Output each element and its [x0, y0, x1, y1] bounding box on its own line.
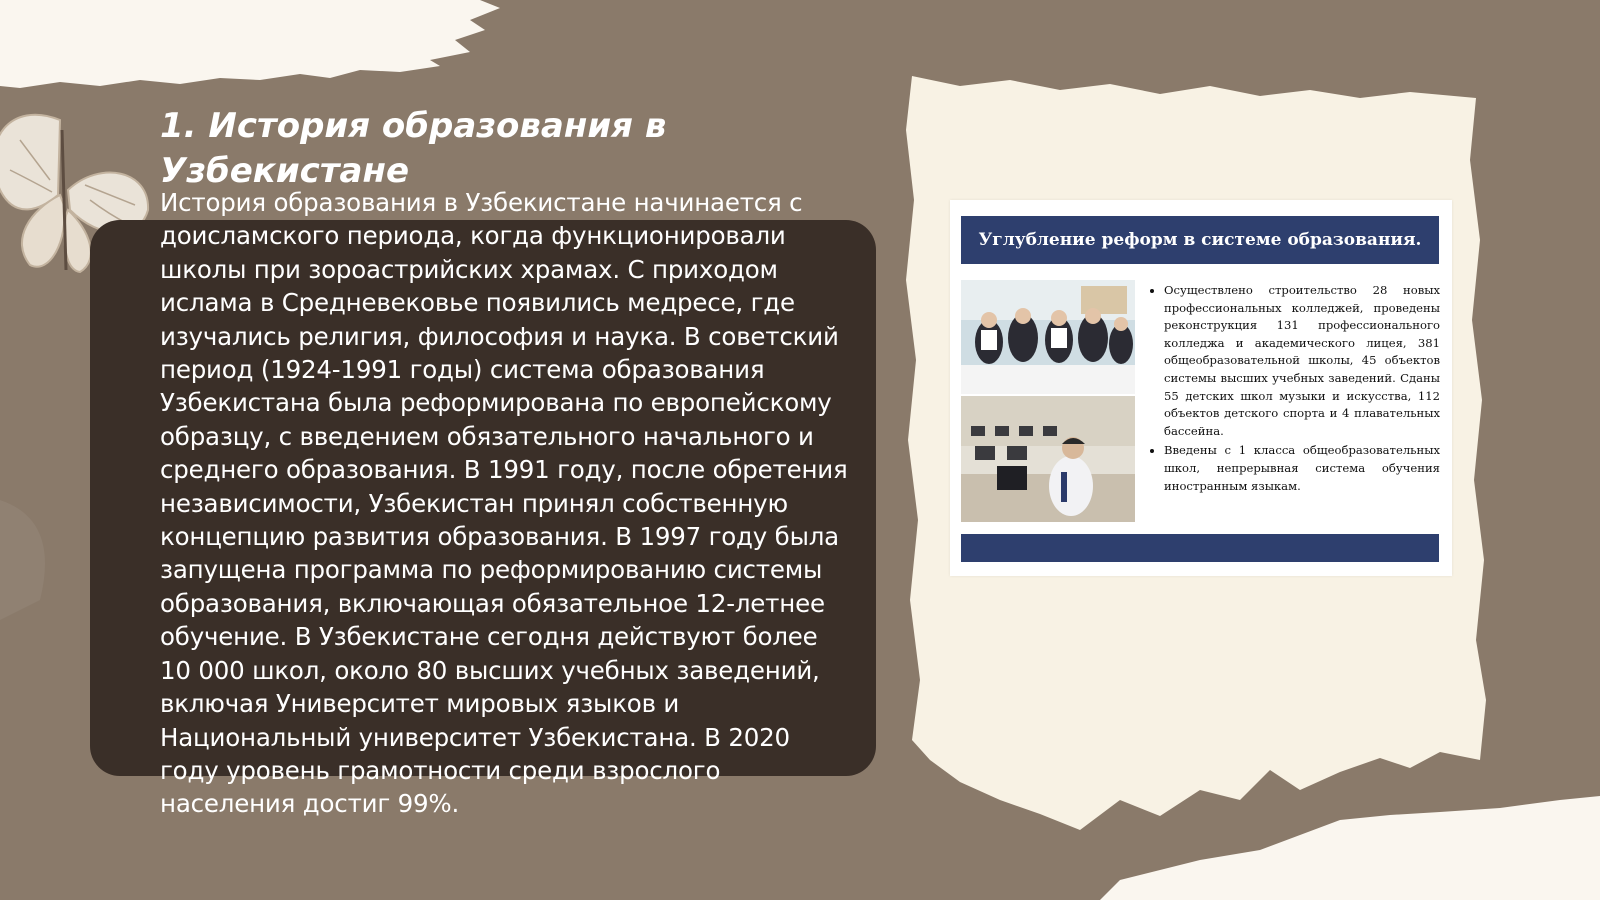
slide-bullet: • Осуществлено строительство 28 новых профессиональных колледжей, проведены реконструкция 131 профессионального колледжа и академического лицея, 381 общеобразовательной школы, 45 объектов системы высших учебных заведений. Сданы 55 детских школ музыки и искусства, 112 объектов детского спорта и 4 плавательных бассейна.	[1164, 282, 1440, 440]
top-torn-paper	[0, 0, 500, 88]
slide-bullet: • Введены с 1 класса общеобразовательных школ, непрерывная система обучения иностранным языкам.	[1164, 442, 1440, 495]
bottom-torn-paper	[1100, 796, 1600, 900]
classroom-photo-1	[961, 280, 1135, 394]
computer-lab-photo	[961, 396, 1135, 522]
slide-footer-bar	[961, 534, 1439, 562]
page-title: 1. История образования в Узбекистане	[160, 106, 667, 191]
slide-heading: Углубление реформ в системе образования.	[961, 216, 1439, 264]
slide-bullet-list	[1150, 282, 1440, 497]
body-text: История образования в Узбекистане начинается с доисламского периода, когда функционировали школы при зороастрийских храмах. С приходом ислама в Средневековье появились медресе, где изучались религия, философия и наука. В советский период (1924-1991 годы) система образования Узбекистана была реформирована по европейскому образцу, с введением обязательного начального и среднего образования. В 1991 году, после обретения независимости, Узбекистан принял собственную концепцию развития образования. В 1997 году была запущена программа по реформированию системы образования, включающая обязательное 12-летнее обучение. В Узбекистане сегодня действуют более 10 000 школ, около 80 высших учебных заведений, включая Университет мировых языков и Национальный университет Узбекистана. В 2020 году уровень грамотности среди взрослого населения достиг 99%.	[160, 188, 848, 819]
embedded-slide	[950, 200, 1452, 576]
